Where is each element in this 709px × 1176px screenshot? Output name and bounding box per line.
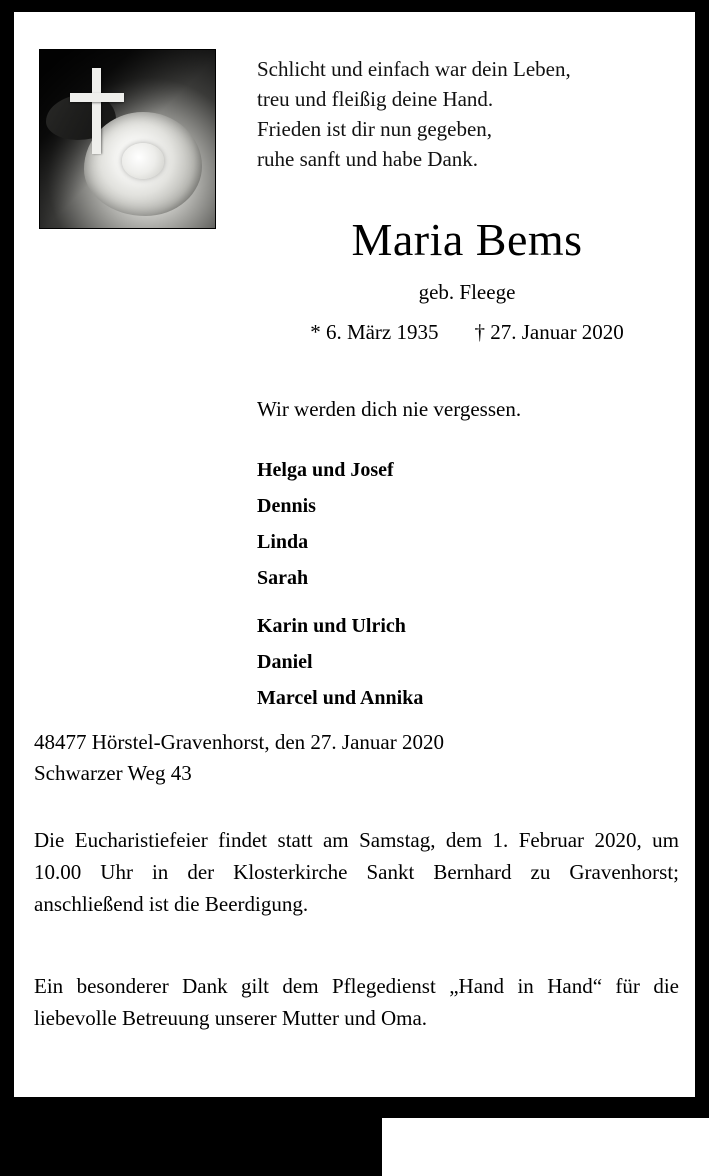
family-member: Linda — [257, 531, 309, 553]
family-member: Sarah — [257, 567, 309, 589]
family-group — [257, 452, 677, 596]
obituary-card — [14, 12, 695, 1097]
farewell-text: Wir werden dich nie vergessen. — [257, 397, 522, 421]
family-member: Helga und Josef — [257, 459, 394, 481]
life-dates — [257, 320, 677, 345]
address-line-city: 48477 Hörstel-Gravenhorst, den 27. Januar 2020 — [34, 730, 444, 754]
thanks-note: Ein besonderer Dank gilt dem Pflegedienst „Hand in Hand“ für die liebevolle Betreuung unserer Mutter und Oma. — [34, 974, 679, 1030]
verse-line: treu und fleißig deine Hand. — [257, 87, 494, 111]
family-member: Dennis — [257, 495, 316, 517]
cross-vertical — [92, 68, 101, 154]
bottom-strip — [0, 1098, 709, 1176]
family-member: Karin und Ulrich — [257, 615, 406, 637]
bottom-white-block — [382, 1118, 709, 1176]
death-date: † 27. Januar 2020 — [474, 320, 624, 344]
address-line-street: Schwarzer Weg 43 — [34, 761, 192, 785]
maiden-name: geb. Fleege — [418, 280, 516, 304]
verse-line: Schlicht und einfach war dein Leben, — [257, 57, 571, 81]
memorial-verse — [257, 54, 677, 174]
address-block — [34, 727, 679, 789]
family-names — [257, 452, 677, 716]
verse-line: Frieden ist dir nun gegeben, — [257, 117, 493, 141]
service-details: Die Eucharistiefeier findet statt am Samstag, dem 1. Februar 2020, um 10.00 Uhr in der Klosterkirche Sankt Bernhard zu Gravenhorst; anschließend ist die Beerdigung. — [34, 828, 679, 916]
deceased-name: Maria Bems — [351, 214, 583, 265]
memorial-photo — [39, 49, 216, 229]
family-member: Marcel und Annika — [257, 687, 424, 709]
family-member: Daniel — [257, 651, 313, 673]
rose-icon — [84, 112, 202, 216]
family-group — [257, 608, 677, 716]
verse-line: ruhe sanft und habe Dank. — [257, 147, 479, 171]
birth-date: * 6. März 1935 — [310, 320, 439, 344]
cross-horizontal — [70, 93, 124, 102]
